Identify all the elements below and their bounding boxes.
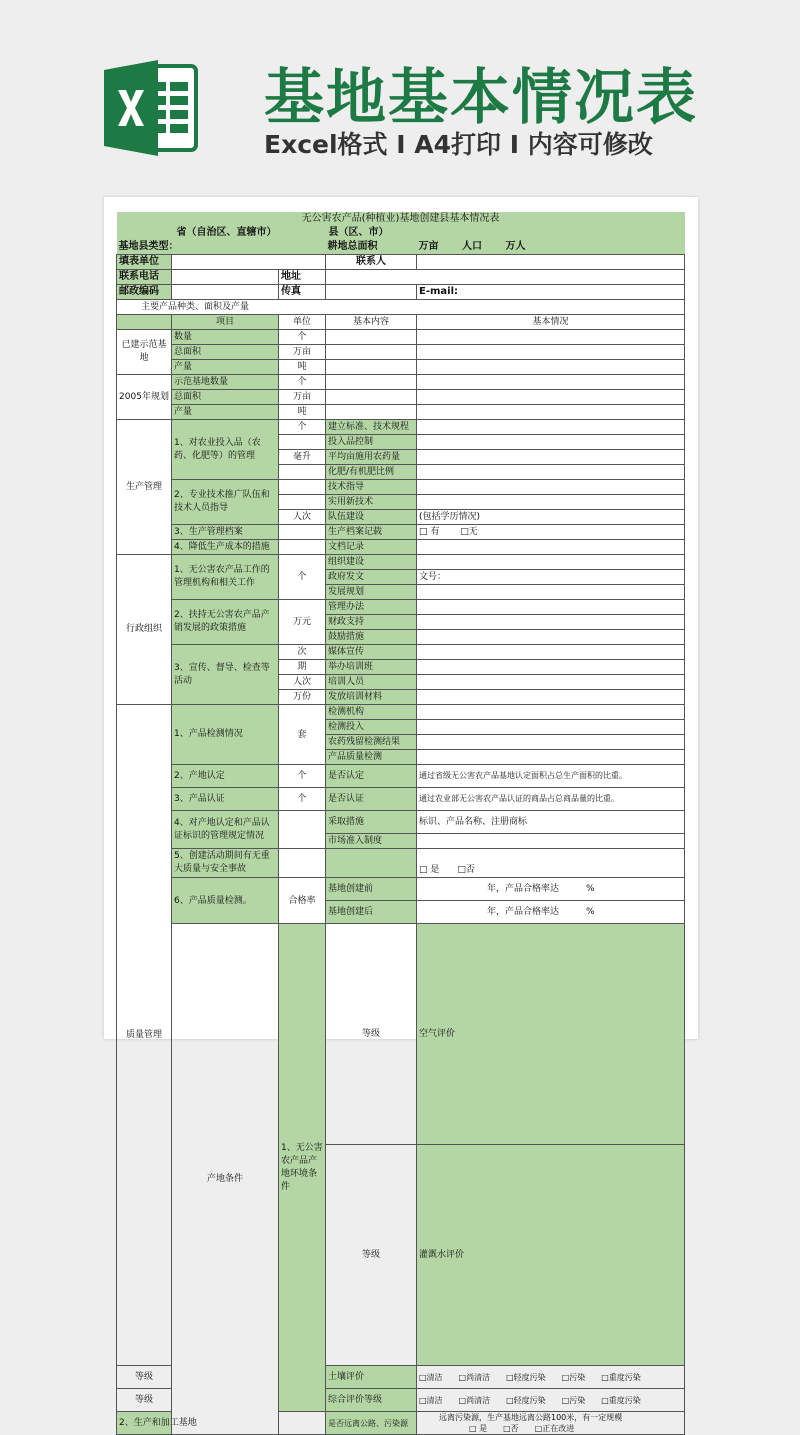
- content-cell: 建立标准、技术规程: [326, 420, 417, 435]
- content-cell: 管理办法: [326, 600, 417, 615]
- phone-value[interactable]: [172, 270, 279, 285]
- status-cell: 标识、产品名称、注册商标: [417, 811, 685, 834]
- status-cell: 通过省级无公害农产品基地认定面积占总生产面积的比重。: [417, 765, 685, 788]
- content-cell: 队伍建设: [326, 510, 417, 525]
- status-cell[interactable]: □清洁 □尚清洁 □轻度污染 □污染 □重度污染: [417, 1389, 685, 1412]
- unit-cell: 个: [279, 555, 326, 600]
- address-value[interactable]: [326, 270, 685, 285]
- farmland-pop-line: [417, 240, 685, 255]
- unit-cell: 次: [279, 645, 326, 660]
- status-cell[interactable]: [417, 405, 685, 420]
- fax-value[interactable]: [326, 285, 417, 300]
- content-cell: 投入品控制: [326, 435, 417, 450]
- group-plan: 2005年规划: [117, 375, 172, 420]
- unit-cell: 万亩: [279, 345, 326, 360]
- content-cell: 财政支持: [326, 615, 417, 630]
- prod-item-1: 1、对农业投入品（农药、化肥等）的管理: [172, 420, 279, 480]
- banner-subtitle: Excel格式 I A4打印 I 内容可修改: [264, 130, 653, 159]
- phone-label: 联系电话: [117, 270, 172, 285]
- population-label: 人口: [461, 241, 482, 252]
- unit-cell: [279, 540, 326, 555]
- unit-cell: 人次: [279, 675, 326, 690]
- status-cell: (包括学历情况): [417, 510, 685, 525]
- list-item: 总面积: [172, 345, 279, 360]
- content-cell: 基地创建后: [326, 901, 417, 924]
- status-cell[interactable]: [417, 555, 685, 570]
- content-cell: 采取措施: [326, 811, 417, 834]
- col-content: 基本内容: [326, 315, 417, 330]
- status-cell[interactable]: [417, 540, 685, 555]
- status-cell: 文号：: [417, 570, 685, 585]
- content-cell: 检测投入: [326, 720, 417, 735]
- status-cell[interactable]: [417, 525, 685, 540]
- excel-logo-icon: [100, 58, 200, 158]
- status-cell[interactable]: [417, 585, 685, 600]
- products-section: 主要产品种类、面积及产量: [117, 300, 685, 315]
- unit-cell: [279, 495, 326, 510]
- unit-cell: 等级: [326, 1145, 417, 1366]
- content-cell: 是否认定: [326, 765, 417, 788]
- env-item-2: 2、生产和加工基地: [117, 1412, 172, 1435]
- content-cell: 实用新技术: [326, 495, 417, 510]
- unit-cell: 期: [279, 660, 326, 675]
- status-cell[interactable]: [417, 420, 685, 435]
- unit-cell: [279, 811, 326, 849]
- status-cell[interactable]: [417, 360, 685, 375]
- status-cell[interactable]: [417, 375, 685, 390]
- list-item: 数量: [172, 330, 279, 345]
- col-status: 基本情况: [417, 315, 685, 330]
- postcode-value[interactable]: [172, 285, 279, 300]
- farmland-label: 耕地总面积: [326, 240, 417, 255]
- status-cell[interactable]: [417, 834, 685, 849]
- status-cell[interactable]: [417, 615, 685, 630]
- col-unit: 单位: [279, 315, 326, 330]
- env-base-options[interactable]: □ 是 □否 □正在改进: [469, 1424, 575, 1433]
- status-cell[interactable]: [417, 660, 685, 675]
- unit-cell: 个: [279, 420, 326, 435]
- content-cell: 政府发文: [326, 570, 417, 585]
- prod-item-3: 3、生产管理档案: [172, 525, 279, 540]
- contact-value[interactable]: [417, 255, 685, 270]
- unit-cell: [279, 849, 326, 878]
- status-cell[interactable]: [417, 390, 685, 405]
- blank-head: [117, 315, 172, 330]
- prod-item-2: 2、专业技术推广队伍和技术人员指导: [172, 480, 279, 525]
- unit-cell: 等级: [326, 924, 417, 1145]
- status-cell[interactable]: [417, 435, 685, 450]
- content-cell[interactable]: [326, 390, 417, 405]
- content-cell[interactable]: [326, 375, 417, 390]
- content-cell: 产品质量检测: [326, 750, 417, 765]
- status-cell[interactable]: [417, 600, 685, 615]
- status-cell: 通过农业部无公害农产品认证的商品占总商品量的比重。: [417, 788, 685, 811]
- content-cell: 综合评价等级: [326, 1389, 417, 1412]
- content-cell: 化肥/有机肥比例: [326, 465, 417, 480]
- wanren-unit: 万人: [505, 241, 526, 252]
- unit-cell: 万亩: [279, 390, 326, 405]
- unit-cell: 个: [279, 788, 326, 811]
- group-demo: 已建示范基地: [117, 330, 172, 375]
- status-cell: 年，产品合格率达 %: [417, 878, 685, 901]
- postcode-label: 邮政编码: [117, 285, 172, 300]
- content-cell[interactable]: [326, 405, 417, 420]
- unit-cell: 合格率: [279, 878, 326, 924]
- content-cell: 市场准入制度: [326, 834, 417, 849]
- email-label: E-mail:: [417, 285, 685, 300]
- status-cell[interactable]: [417, 1412, 685, 1435]
- document-title: 无公害农产品(种植业)基地创建县基本情况表: [117, 212, 685, 226]
- content-cell: 发展规划: [326, 585, 417, 600]
- content-cell: 检测机构: [326, 705, 417, 720]
- checkbox-yes[interactable]: □ 有: [419, 527, 440, 537]
- content-cell: 是否认证: [326, 788, 417, 811]
- content-cell[interactable]: [326, 330, 417, 345]
- group-production: 生产管理: [117, 420, 172, 555]
- content-cell: 举办培训班: [326, 660, 417, 675]
- content-cell: 农药残留检测结果: [326, 735, 417, 750]
- filler-unit-label: 填表单位: [117, 255, 172, 270]
- unit-cell: 个: [279, 765, 326, 788]
- group-admin: 行政组织: [117, 555, 172, 705]
- qual-item-1: 1、产品检测情况: [172, 705, 279, 765]
- env-item-1: 1、无公害农产品产地环境条件: [279, 924, 326, 1412]
- status-cell[interactable]: [417, 465, 685, 480]
- unit-cell: 等级: [117, 1389, 172, 1412]
- qual-item-6: 6、产品质量检测。: [172, 878, 279, 924]
- content-cell: 平均亩施用农药量: [326, 450, 417, 465]
- status-cell[interactable]: [417, 690, 685, 705]
- list-item: 产量: [172, 405, 279, 420]
- content-cell: 发放培训材料: [326, 690, 417, 705]
- content-cell[interactable]: [326, 360, 417, 375]
- status-cell[interactable]: [417, 330, 685, 345]
- status-cell[interactable]: [417, 675, 685, 690]
- unit-cell: 吨: [279, 360, 326, 375]
- unit-cell: [279, 1412, 326, 1435]
- group-environment: 产地条件: [172, 924, 279, 1435]
- content-cell: 媒体宣传: [326, 645, 417, 660]
- unit-cell: [279, 525, 326, 540]
- unit-cell: [279, 435, 326, 450]
- filler-unit-value[interactable]: [172, 255, 326, 270]
- list-item: 总面积: [172, 390, 279, 405]
- unit-cell: 个: [279, 375, 326, 390]
- admin-item-1: 1、无公害农产品工作的管理机构和相关工作: [172, 555, 279, 600]
- status-cell[interactable]: □清洁 □尚清洁 □轻度污染 □污染 □重度污染: [417, 1366, 685, 1389]
- status-cell[interactable]: [417, 750, 685, 765]
- content-cell: 生产档案记载: [326, 525, 417, 540]
- base-info-table: [116, 212, 685, 1435]
- content-cell: 基地创建前: [326, 878, 417, 901]
- status-cell[interactable]: [417, 705, 685, 720]
- address-label: 地址: [279, 270, 326, 285]
- content-cell[interactable]: [326, 345, 417, 360]
- status-cell[interactable]: [417, 495, 685, 510]
- fax-label: 传真: [279, 285, 326, 300]
- province-label: 省（自治区、直辖市）: [117, 226, 279, 240]
- status-cell[interactable]: □ 是 □否: [417, 849, 685, 878]
- unit-cell: [279, 465, 326, 480]
- county-label: 县（区、市）: [279, 226, 685, 240]
- content-cell: [326, 849, 417, 878]
- status-cell[interactable]: [417, 720, 685, 735]
- admin-item-2: 2、扶持无公害农产品产销发展的政策措施: [172, 600, 279, 645]
- status-cell[interactable]: [417, 480, 685, 495]
- content-cell: 鼓励措施: [326, 630, 417, 645]
- content-cell: 文档记录: [326, 540, 417, 555]
- col-item: 项目: [172, 315, 279, 330]
- contact-label: 联系人: [326, 255, 417, 270]
- unit-cell: 人次: [279, 510, 326, 525]
- status-cell[interactable]: [417, 450, 685, 465]
- admin-item-3: 3、宣传、督导、检查等活动: [172, 645, 279, 705]
- qual-item-2: 2、产地认定: [172, 765, 279, 788]
- qual-item-4: 4、对产地认定和产品认证标识的管理规定情况: [172, 811, 279, 849]
- status-cell[interactable]: [417, 645, 685, 660]
- unit-cell: 万份: [279, 690, 326, 705]
- content-cell: 培训人员: [326, 675, 417, 690]
- list-item: 示范基地数量: [172, 375, 279, 390]
- unit-cell: 吨: [279, 405, 326, 420]
- group-quality: 质量管理: [117, 705, 172, 1366]
- content-cell: 是否远离公路、污染源: [326, 1412, 417, 1435]
- unit-cell: 套: [279, 705, 326, 765]
- content-cell: 土壤评价: [326, 1366, 417, 1389]
- unit-cell: 万元: [279, 600, 326, 645]
- content-cell: 组织建设: [326, 555, 417, 570]
- status-cell: 年，产品合格率达 %: [417, 901, 685, 924]
- env-base-note: 远离污染源，生产基地远离公路100米，有一定规模: [439, 1413, 623, 1422]
- list-item: 产量: [172, 360, 279, 375]
- base-type-label: 基地县类型：: [117, 240, 326, 255]
- content-cell: 空气评价: [417, 924, 685, 1145]
- status-cell[interactable]: [417, 735, 685, 750]
- banner-title: 基地基本情况表: [264, 63, 698, 133]
- content-cell: 灌溉水评价: [417, 1145, 685, 1366]
- unit-cell: [279, 480, 326, 495]
- status-cell[interactable]: [417, 630, 685, 645]
- unit-cell: 等级: [117, 1366, 172, 1389]
- content-cell: 技术指导: [326, 480, 417, 495]
- unit-cell: 个: [279, 330, 326, 345]
- qual-item-3: 3、产品认证: [172, 788, 279, 811]
- status-cell[interactable]: [417, 345, 685, 360]
- checkbox-no[interactable]: □无: [460, 527, 478, 537]
- unit-cell: 毫升: [279, 450, 326, 465]
- prod-item-4: 4、降低生产成本的措施: [172, 540, 279, 555]
- mu-unit: 万亩: [418, 241, 439, 252]
- qual-item-5: 5、创建活动期间有无重大质量与安全事故: [172, 849, 279, 878]
